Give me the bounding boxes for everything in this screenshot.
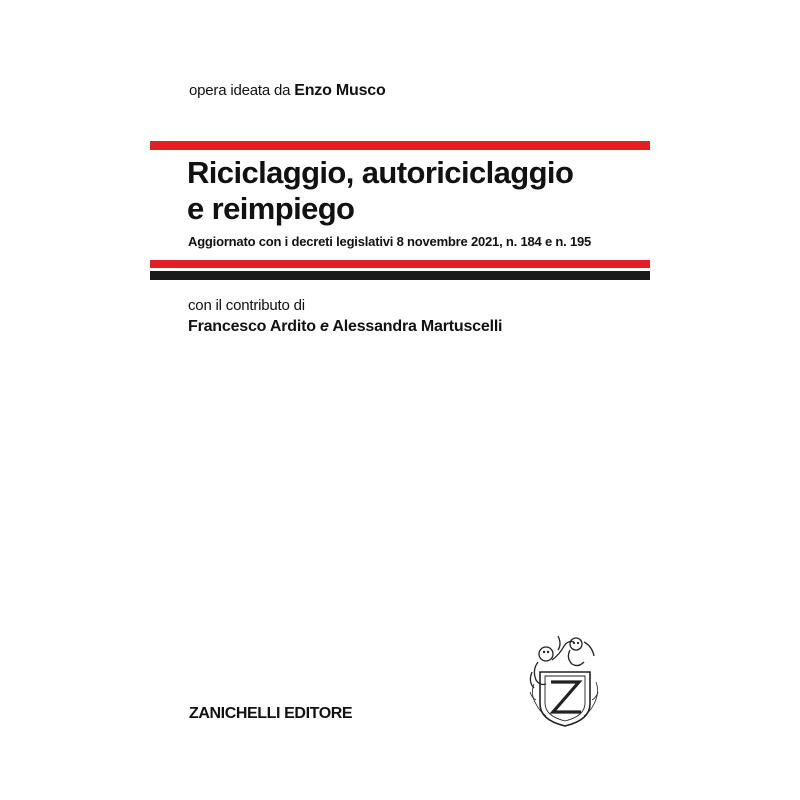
contributors-names bbox=[188, 318, 502, 336]
red-band-top bbox=[150, 141, 650, 150]
publisher-name: ZANICHELLI EDITORE bbox=[189, 705, 353, 722]
book-title bbox=[187, 155, 647, 227]
contributor-2: Alessandra Martuscelli bbox=[332, 318, 503, 335]
red-band-middle bbox=[150, 260, 650, 268]
credit-prefix: opera ideata da bbox=[189, 82, 291, 99]
black-band bbox=[150, 271, 650, 280]
series-credit bbox=[189, 82, 386, 100]
contributor-1: Francesco Ardito bbox=[188, 318, 316, 335]
zanichelli-z-emblem-icon bbox=[524, 632, 602, 728]
contributors-label: con il contributo di bbox=[188, 297, 305, 314]
book-subtitle: Aggiornato con i decreti legislativi 8 novembre 2021, n. 184 e n. 195 bbox=[188, 234, 592, 249]
credit-author: Enzo Musco bbox=[294, 82, 386, 99]
contributor-conjunction: e bbox=[320, 318, 329, 335]
title-line-2: e reimpiego bbox=[187, 191, 355, 226]
title-line-1: Riciclaggio, autoriciclaggio bbox=[187, 155, 574, 190]
